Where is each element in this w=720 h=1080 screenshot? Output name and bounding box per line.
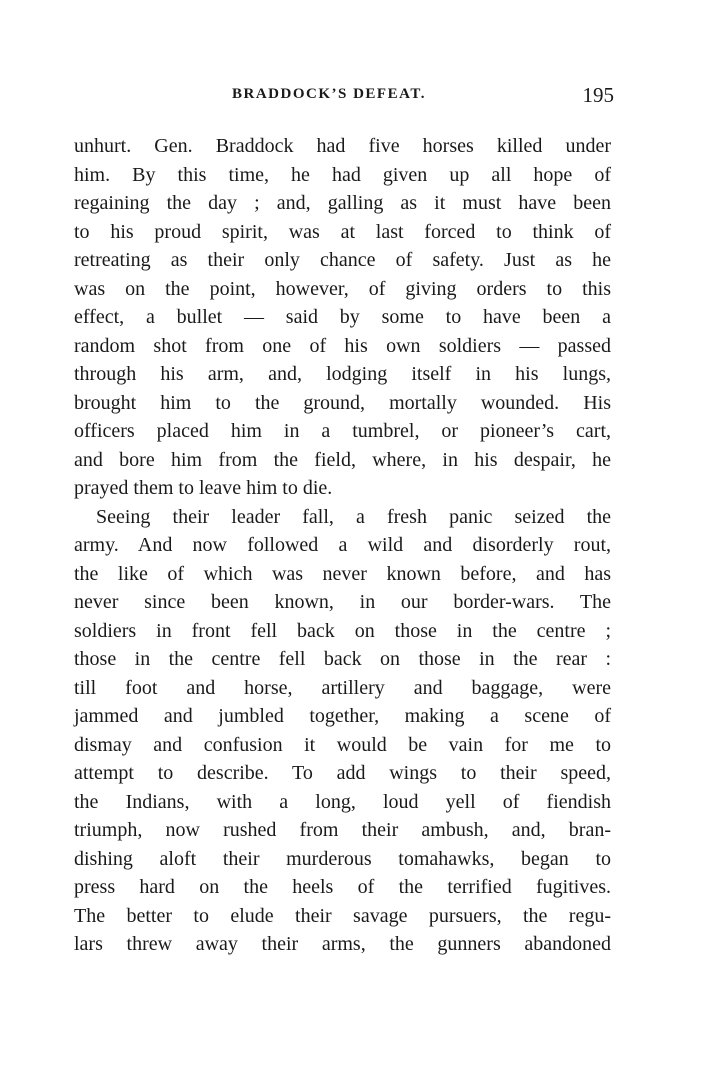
text-line: effect, a bullet — said by some to have been a (74, 306, 611, 328)
text-line: unhurt. Gen. Braddock had five horses killed under (74, 135, 611, 157)
text-line: brought him to the ground, mortally wounded. His (74, 391, 611, 414)
running-head (74, 83, 614, 110)
paragraph-start-line: Seeing their leader fall, a fresh panic seized the (96, 505, 611, 528)
text-line: the Indians, with a long, loud yell of fiendish (74, 790, 611, 813)
text-line: never since been known, in our border-wars. The (74, 591, 611, 613)
text-line: retreating as their only chance of safety. Just as he (74, 249, 611, 271)
text-line: random shot from one of his own soldiers — passed (74, 334, 611, 357)
text-line: the like of which was never known before, and has (74, 562, 611, 585)
text-line: officers placed him in a tumbrel, or pioneer’s cart, (74, 420, 611, 442)
text-line: and bore him from the field, where, in his despair, he (74, 448, 611, 471)
text-line: The better to elude their savage pursuers, the regu- (74, 904, 611, 927)
text-line: attempt to describe. To add wings to their speed, (74, 762, 611, 784)
text-line: those in the centre fell back on those in the rear : (74, 648, 611, 670)
text-line: till foot and horse, artillery and baggage, were (74, 676, 611, 699)
text-line: dismay and confusion it would be vain for me to (74, 733, 611, 756)
text-line: him. By this time, he had given up all hope of (74, 163, 611, 186)
text-line: to his proud spirit, was at last forced to think of (74, 220, 611, 243)
body-text (74, 132, 611, 959)
text-line: regaining the day ; and, galling as it must have been (74, 192, 611, 214)
text-line: army. And now followed a wild and disorderly rout, (74, 534, 611, 556)
text-line: dishing aloft their murderous tomahawks, began to (74, 847, 611, 870)
text-line: soldiers in front fell back on those in the centre ; (74, 619, 611, 642)
paragraph-end-line: prayed them to leave him to die. (74, 477, 333, 499)
text-line: press hard on the heels of the terrified fugitives. (74, 876, 611, 898)
text-line: triumph, now rushed from their ambush, and, bran- (74, 819, 611, 841)
text-line: through his arm, and, lodging itself in his lungs, (74, 363, 611, 385)
text-line: was on the point, however, of giving orders to this (74, 277, 611, 300)
text-line: jammed and jumbled together, making a scene of (74, 705, 611, 727)
text-line: lars threw away their arms, the gunners abandoned (74, 933, 611, 955)
page-number: 195 (582, 83, 614, 107)
running-head-title: BRADDOCK’S DEFEAT. (232, 86, 426, 102)
